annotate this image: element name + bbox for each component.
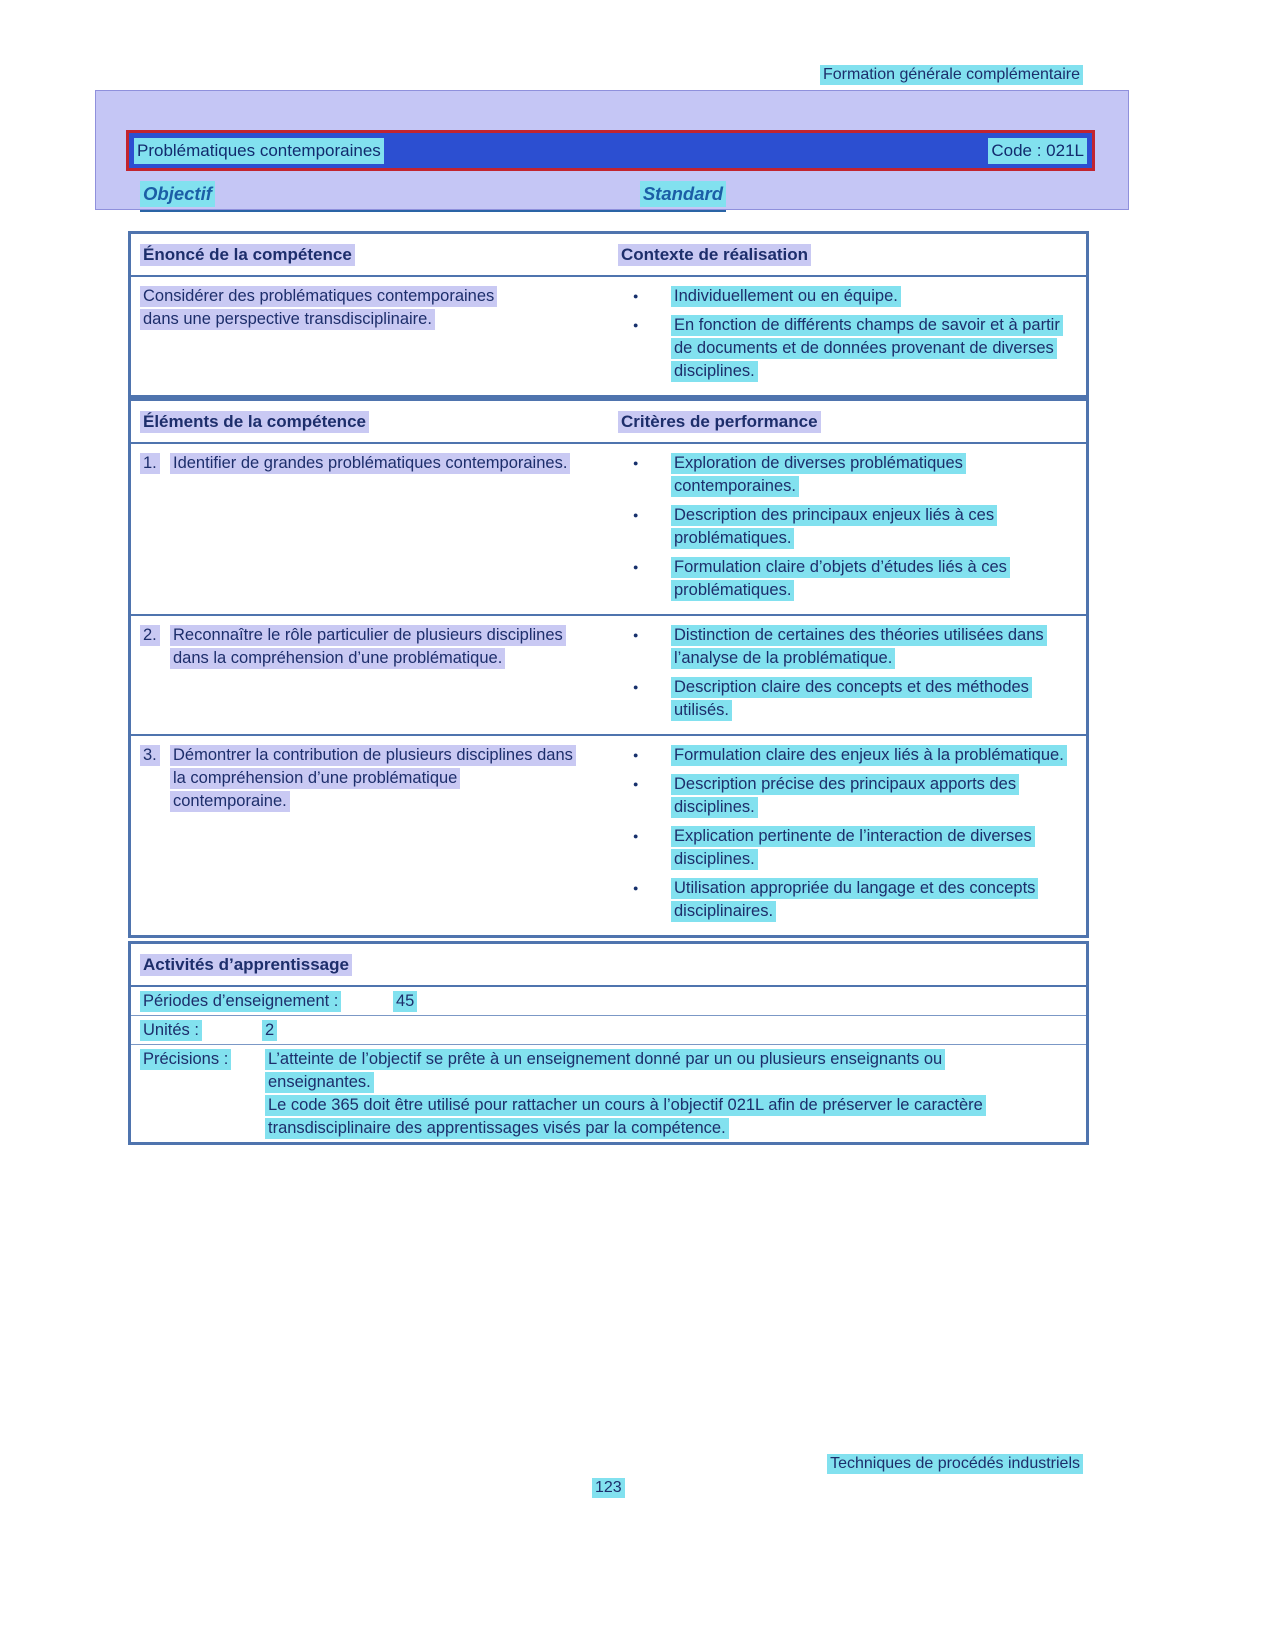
course-title: Problématiques contemporaines [134, 138, 384, 164]
criterion-text: Distinction de certaines des théories utilisées dans l’analyse de la problématique. [671, 624, 1076, 670]
elements-header: Éléments de la compétence [140, 411, 369, 433]
activities-header-row [131, 944, 1086, 987]
criterion-item [618, 624, 1076, 670]
activities-table [128, 941, 1089, 1145]
precisions-text-cell [265, 1048, 1086, 1140]
precisions-row [131, 1045, 1086, 1142]
bullet-icon: ● [633, 682, 639, 692]
bullet-icon: ● [633, 630, 639, 640]
precisions-paragraph: Le code 365 doit être utilisé pour rattacher un cours à l’objectif 021L afin de préserver le caractère transdisciplinaire des apprentissages visés par la compétence. [265, 1094, 1046, 1140]
criterion-item [618, 825, 1076, 871]
unites-value-cell [262, 1019, 277, 1042]
competence-statement-cell [131, 285, 618, 389]
element-cell [131, 624, 618, 728]
bullet-icon: ● [633, 831, 639, 841]
objectif-heading: Objectif [140, 181, 215, 207]
page-number-text: 123 [592, 1478, 625, 1498]
criterion-text: Exploration de diverses problématiques contemporaines. [671, 452, 1076, 498]
periodes-label-cell [140, 990, 393, 1013]
table2-header-left-cell [131, 410, 618, 434]
bullet-icon: ● [633, 779, 639, 789]
program-footer-text: Techniques de procédés industriels [827, 1454, 1083, 1474]
table1-header-left-cell [131, 243, 618, 267]
bullet-icon: ● [633, 562, 639, 572]
context-bullet-text: Individuellement ou en équipe. [671, 285, 1076, 308]
element-item [140, 452, 576, 475]
objectif-standard-headings [140, 181, 726, 212]
table2-header-row [131, 401, 1086, 444]
page-number [592, 1476, 625, 1499]
criterion-text: Description précise des principaux apports des disciplines. [671, 773, 1076, 819]
course-code: Code : 021L [988, 138, 1087, 164]
criteria-cell [618, 624, 1086, 728]
criterion-item [618, 773, 1076, 819]
unites-label-cell [140, 1019, 262, 1042]
unites-value: 2 [262, 1020, 277, 1041]
criterion-item [618, 676, 1076, 722]
periodes-value-cell [393, 990, 417, 1013]
criterion-text: Description des principaux enjeux liés à ces problématiques. [671, 504, 1076, 550]
criteria-cell [618, 452, 1086, 608]
periodes-value: 45 [393, 991, 417, 1012]
table1-header-right-cell [618, 243, 1086, 267]
element-cell [131, 744, 618, 929]
competence-statement: Considérer des problématiques contemporaines dans une perspective transdisciplinaire. [140, 285, 526, 331]
bullet-icon: ● [633, 510, 639, 520]
precisions-label-cell [140, 1048, 265, 1140]
standard-heading: Standard [640, 181, 726, 207]
competence-context-table [128, 231, 1089, 398]
context-bullet-text: En fonction de différents champs de savoir et à partir de documents et de données provenant de diverses disciplines. [671, 314, 1076, 383]
context-bullet [618, 285, 1076, 308]
context-bullets-cell [618, 285, 1086, 389]
element-item [140, 624, 576, 670]
contexte-header: Contexte de réalisation [618, 244, 811, 266]
objective-panel [95, 90, 1129, 210]
bullet-icon: ● [633, 458, 639, 468]
criterion-text: Explication pertinente de l’interaction de diverses disciplines. [671, 825, 1076, 871]
criterion-item [618, 452, 1076, 498]
context-bullet [618, 314, 1076, 383]
table1-header-row [131, 234, 1086, 277]
element-row-3 [131, 734, 1086, 935]
element-row-1 [131, 444, 1086, 614]
periodes-label: Périodes d’enseignement : [140, 991, 341, 1012]
bullet-icon: ● [633, 320, 639, 330]
bullet-icon: ● [633, 291, 639, 301]
criteria-cell [618, 744, 1086, 929]
criterion-item [618, 504, 1076, 550]
table1-row [131, 277, 1086, 395]
criterion-item [618, 556, 1076, 602]
unites-row [131, 1016, 1086, 1045]
course-title-bar [126, 130, 1095, 171]
precisions-label: Précisions : [140, 1049, 231, 1070]
elements-criteria-table [128, 398, 1089, 938]
element-number: 3. [140, 744, 170, 813]
criterion-item [618, 744, 1076, 767]
table2-header-right-cell [618, 410, 1086, 434]
unites-label: Unités : [140, 1020, 202, 1041]
bullet-icon: ● [633, 750, 639, 760]
element-number: 2. [140, 624, 170, 670]
top-note-text: Formation générale complémentaire [820, 65, 1083, 85]
element-row-2 [131, 614, 1086, 734]
program-footer-note [827, 1452, 1083, 1475]
activities-header: Activités d’apprentissage [140, 954, 352, 976]
enonce-header: Énoncé de la compétence [140, 244, 355, 266]
bullet-icon: ● [633, 883, 639, 893]
element-item [140, 744, 576, 813]
criterion-text: Formulation claire des enjeux liés à la problématique. [671, 744, 1076, 767]
periodes-row [131, 987, 1086, 1016]
criterion-text: Description claire des concepts et des méthodes utilisés. [671, 676, 1076, 722]
element-cell [131, 452, 618, 608]
element-number: 1. [140, 452, 170, 475]
element-text: Identifier de grandes problématiques contemporaines. [170, 452, 576, 475]
precisions-paragraph: L’atteinte de l’objectif se prête à un enseignement donné par un ou plusieurs enseignants ou enseignantes. [265, 1048, 1046, 1094]
criteres-header: Critères de performance [618, 411, 821, 433]
element-text: Démontrer la contribution de plusieurs disciplines dans la compréhension d’une problématique contemporaine. [170, 744, 576, 813]
top-right-note [820, 63, 1083, 86]
criterion-text: Utilisation appropriée du langage et des concepts disciplinaires. [671, 877, 1076, 923]
criterion-item [618, 877, 1076, 923]
element-text: Reconnaître le rôle particulier de plusieurs disciplines dans la compréhension d’une problématique. [170, 624, 576, 670]
criterion-text: Formulation claire d’objets d’études liés à ces problématiques. [671, 556, 1076, 602]
